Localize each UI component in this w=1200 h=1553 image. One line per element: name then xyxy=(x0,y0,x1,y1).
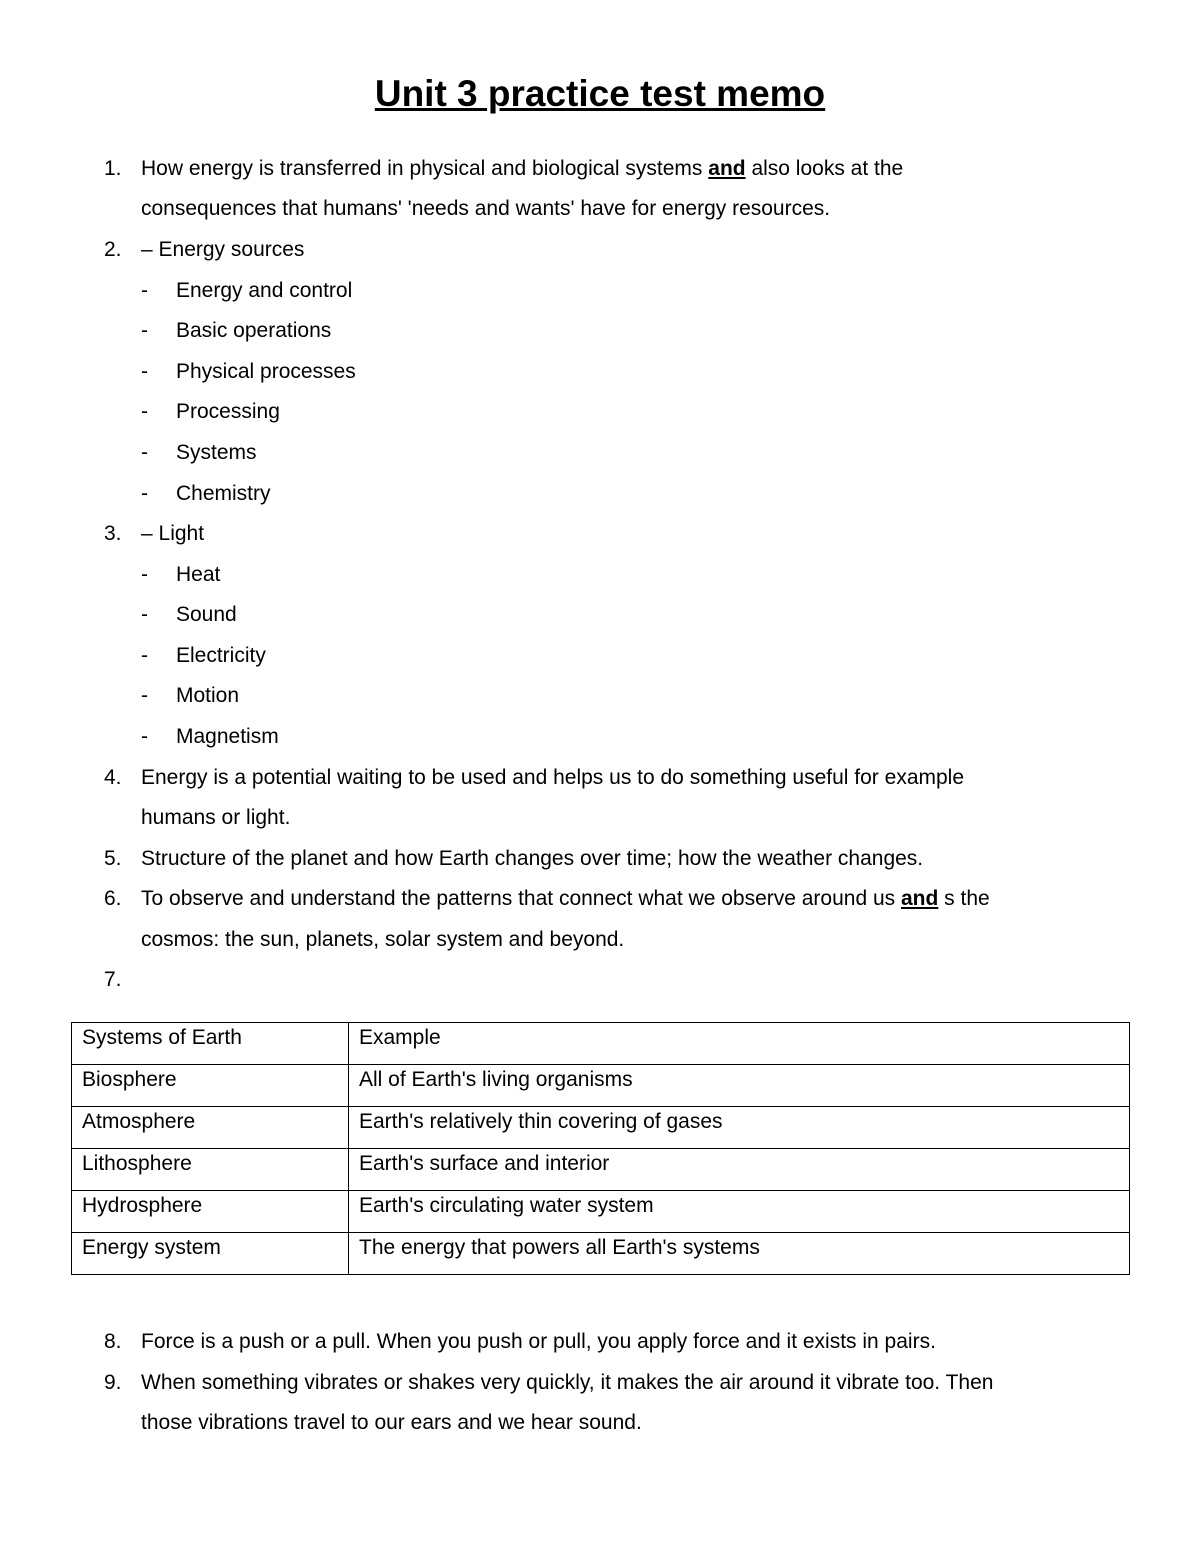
table-cell: Lithosphere xyxy=(72,1149,349,1191)
table-cell: The energy that powers all Earth's systems xyxy=(349,1233,1130,1275)
list-item: Basic operations xyxy=(176,319,332,342)
earth-systems-table xyxy=(71,1022,1130,1275)
list-item: Heat xyxy=(176,563,221,586)
table-cell: Biosphere xyxy=(72,1065,349,1107)
table-header-row xyxy=(72,1023,1130,1065)
answer-text: When something vibrates or shakes very quickly, it makes the air around it vibrate too. Then xyxy=(141,1371,994,1394)
answer-text: humans or light. xyxy=(141,806,291,829)
item-number: 5. xyxy=(104,847,122,870)
dash-bullet: - xyxy=(141,603,148,626)
table-row xyxy=(72,1107,1130,1149)
table-row xyxy=(72,1233,1130,1275)
answer-text xyxy=(141,885,990,913)
dash-bullet: - xyxy=(141,482,148,505)
item-number: 3. xyxy=(104,522,122,545)
dash-bullet: - xyxy=(141,319,148,342)
item-number: 8. xyxy=(104,1330,122,1353)
table-cell: Earth's circulating water system xyxy=(349,1191,1130,1233)
list-item: Processing xyxy=(176,400,280,423)
item-number: 6. xyxy=(104,887,122,910)
table-header-cell: Systems of Earth xyxy=(72,1023,349,1065)
answer-text: Force is a push or a pull. When you push or pull, you apply force and it exists in pairs. xyxy=(141,1330,936,1353)
answer-text: those vibrations travel to our ears and we hear sound. xyxy=(141,1411,642,1434)
item-number: 7. xyxy=(104,968,122,991)
table-row xyxy=(72,1191,1130,1233)
answer-text-part: also looks at the xyxy=(745,157,904,180)
answer-text xyxy=(141,155,903,183)
table-cell: All of Earth's living organisms xyxy=(349,1065,1130,1107)
answer-text: Structure of the planet and how Earth changes over time; how the weather changes. xyxy=(141,847,924,870)
item-number: 4. xyxy=(104,766,122,789)
table-row xyxy=(72,1149,1130,1191)
dash-bullet: - xyxy=(141,725,148,748)
item-number: 2. xyxy=(104,238,122,261)
emphasis-and: and xyxy=(708,157,746,180)
answer-text: cosmos: the sun, planets, solar system and beyond. xyxy=(141,928,625,951)
list-item: Sound xyxy=(176,603,237,626)
answer-text-part: s the xyxy=(938,887,990,910)
table-row xyxy=(72,1065,1130,1107)
table-cell: Atmosphere xyxy=(72,1107,349,1149)
list-item: Magnetism xyxy=(176,725,279,748)
list-item: Motion xyxy=(176,684,240,707)
table-cell: Earth's relatively thin covering of gases xyxy=(349,1107,1130,1149)
answer-text-part: How energy is transferred in physical and biological systems xyxy=(141,157,709,180)
list-item: Chemistry xyxy=(176,482,271,505)
answer-text: Energy is a potential waiting to be used and helps us to do something useful for example xyxy=(141,766,965,789)
table-cell: Hydrosphere xyxy=(72,1191,349,1233)
dash-bullet: - xyxy=(141,279,148,302)
list-item: Physical processes xyxy=(176,360,356,383)
answer-text-part: To observe and understand the patterns that connect what we observe around us xyxy=(141,887,901,910)
dash-bullet: - xyxy=(141,684,148,707)
item-number: 1. xyxy=(104,157,122,180)
dash-bullet: - xyxy=(141,360,148,383)
table-header-cell: Example xyxy=(349,1023,1130,1065)
list-item: Systems xyxy=(176,441,257,464)
answer-heading: – Energy sources xyxy=(141,238,305,261)
item-number: 9. xyxy=(104,1371,122,1394)
list-item: Electricity xyxy=(176,644,266,667)
page-title: Unit 3 practice test memo xyxy=(374,73,826,114)
table-cell: Earth's surface and interior xyxy=(349,1149,1130,1191)
dash-bullet: - xyxy=(141,644,148,667)
answer-heading: – Light xyxy=(141,522,205,545)
dash-bullet: - xyxy=(141,563,148,586)
table-cell: Energy system xyxy=(72,1233,349,1275)
emphasis-and: and xyxy=(901,887,939,910)
list-item: Energy and control xyxy=(176,279,353,302)
answer-text: consequences that humans' 'needs and wants' have for energy resources. xyxy=(141,197,831,220)
dash-bullet: - xyxy=(141,441,148,464)
dash-bullet: - xyxy=(141,400,148,423)
